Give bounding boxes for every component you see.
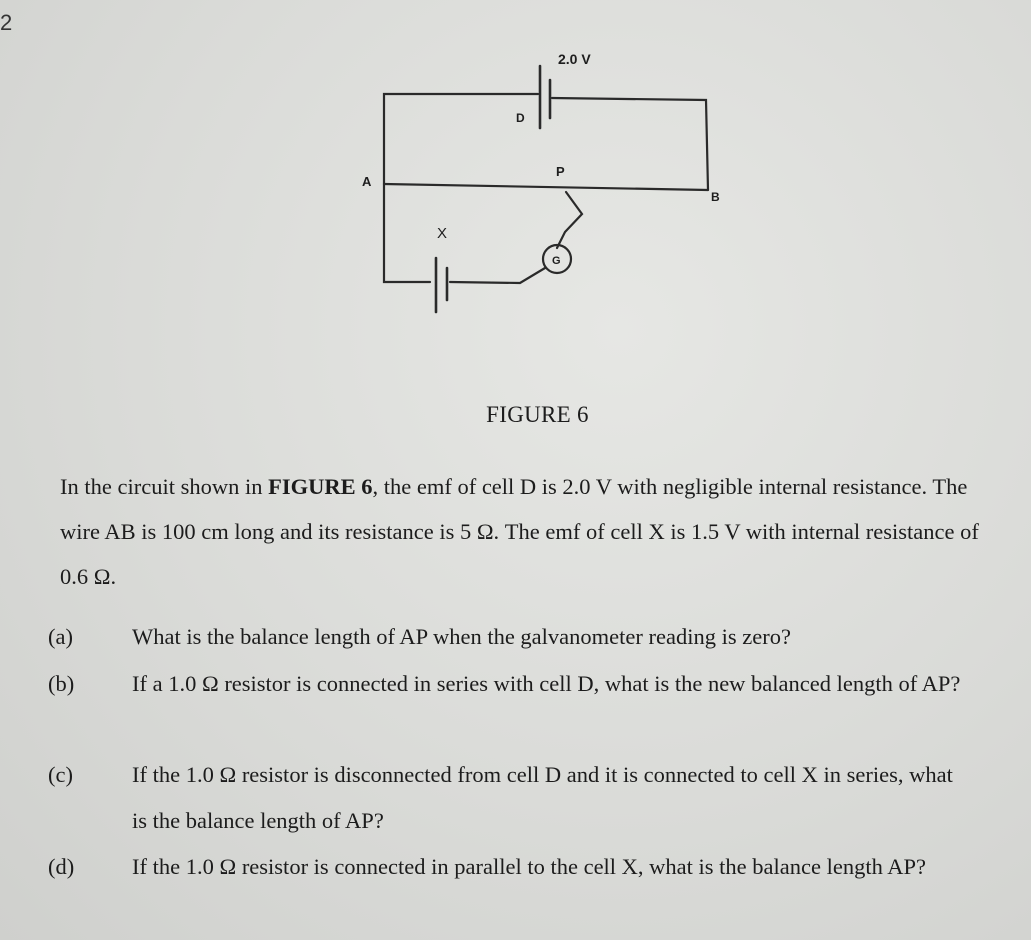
question-label: (d) — [48, 854, 75, 879]
cell-d-label: D — [516, 111, 525, 125]
question-text: If the 1.0 Ω resistor is connected in parallel to the cell X, what is the balance length AP? — [132, 854, 926, 879]
question-label: (a) — [48, 624, 73, 649]
question-intro — [60, 464, 1000, 599]
circuit-diagram — [0, 0, 1031, 340]
emf-label: 2.0 V — [558, 51, 591, 67]
cell-x-label: X — [437, 225, 448, 242]
question-label: (c) — [48, 762, 73, 787]
figure-caption: FIGURE 6 — [486, 402, 589, 427]
wire-ab — [384, 184, 708, 190]
question-text: If the 1.0 Ω resistor is disconnected from cell D and it is connected to cell X in series, what is the balance length of AP? — [132, 762, 953, 833]
question-text: What is the balance length of AP when the galvanometer reading is zero? — [132, 624, 791, 649]
intro-text-start: In the circuit shown in — [60, 474, 269, 499]
question-text: If a 1.0 Ω resistor is connected in series with cell D, what is the new balanced length of AP? — [132, 671, 961, 696]
question-label: (b) — [48, 671, 75, 696]
intro-text-rest: , the emf of cell D is 2.0 V with negligible internal resistance. The wire AB is 100 cm long and its resistance is 5 Ω. The emf of cell X is 1.5 V with internal resistance of 0.6 Ω. — [60, 474, 979, 589]
intro-figure-ref: FIGURE 6 — [268, 474, 373, 499]
point-a-label: A — [362, 174, 372, 189]
point-b-label: B — [711, 190, 720, 204]
page-edge-mark: 2 — [0, 10, 13, 35]
lower-wire-left — [384, 184, 430, 282]
galvanometer-label: G — [552, 255, 561, 267]
top-wire-left — [384, 94, 538, 184]
lower-wire-right — [450, 268, 545, 283]
top-wire-right — [552, 98, 708, 190]
jockey-wire — [557, 192, 582, 248]
point-p-label: P — [556, 164, 565, 179]
